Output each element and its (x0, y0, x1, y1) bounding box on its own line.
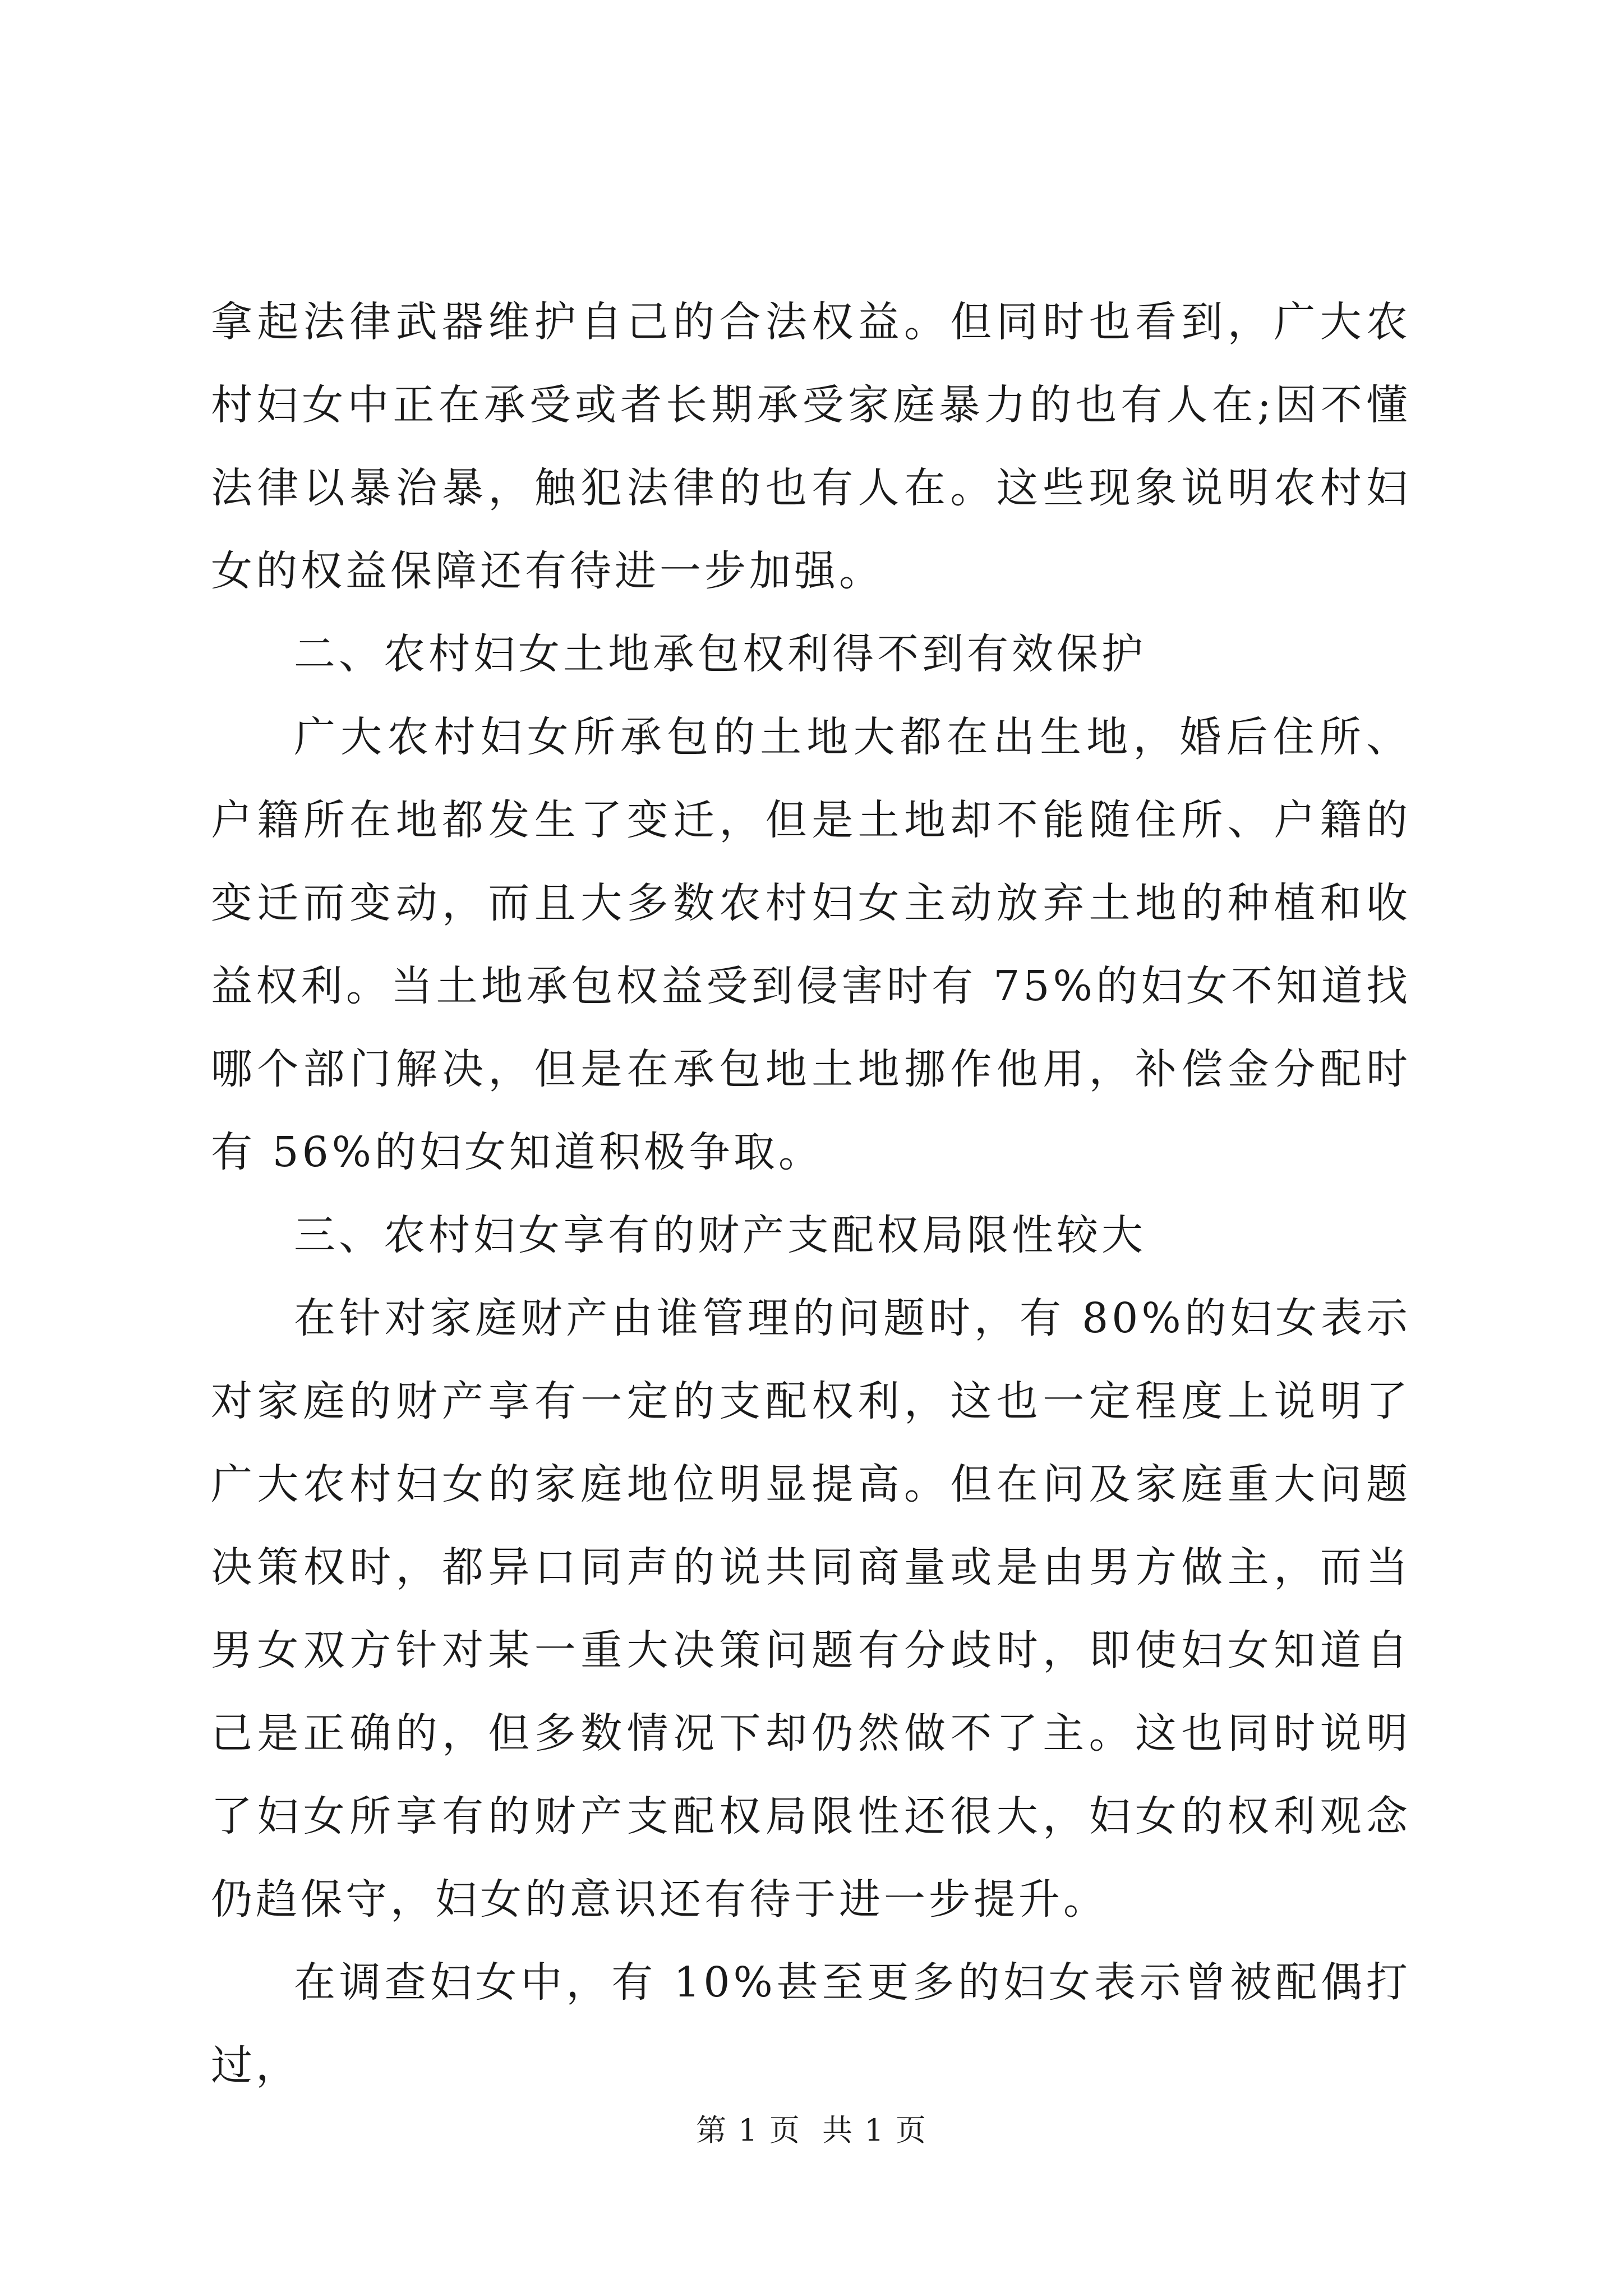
paragraph-continuation: 拿起法律武器维护自己的合法权益。但同时也看到，广大农村妇女中正在承受或者长期承受家庭暴力的也有人在;因不懂法律以暴治暴，触犯法律的也有人在。这些现象说明农村妇女的权益保障还有待进一步加强。 (211, 298, 1411, 595)
section-heading-three: 三、农村妇女享有的财产支配权局限性较大 (294, 1211, 1146, 1259)
paragraph-survey-violence: 在调查妇女中，有 10%甚至更多的妇女表示曾被配偶打过， (211, 1958, 1411, 2090)
page-footer (0, 2106, 1623, 2150)
section-heading-two: 二、农村妇女土地承包权利得不到有效保护 (294, 630, 1146, 678)
document-body (211, 280, 1411, 2107)
paragraph-land-rights: 广大农村妇女所承包的土地大都在出生地，婚后住所、户籍所在地都发生了变迁，但是土地却不能随住所、户籍的变迁而变动，而且大多数农村妇女主动放弃土地的种植和收益权利。当土地承包权益受到侵害时有 75%的妇女不知道找哪个部门解决，但是在承包地土地挪作他用，补偿金分配时有 56%的妇女知道积极争取。 (211, 713, 1411, 1176)
paragraph-property-rights: 在针对家庭财产由谁管理的问题时，有 80%的妇女表示对家庭的财产享有一定的支配权利，这也一定程度上说明了广大农村妇女的家庭地位明显提高。但在问及家庭重大问题决策权时，都异口同声的说共同商量或是由男方做主，而当男女双方针对某一重大决策问题有分歧时，即使妇女知道自己是正确的，但多数情况下却仍然做不了主。这也同时说明了妇女所享有的财产支配权局限性还很大，妇女的权利观念仍趋保守，妇女的意识还有待于进一步提升。 (211, 1294, 1411, 1924)
page-number: 第 1 页 共 1 页 (696, 2113, 927, 2148)
